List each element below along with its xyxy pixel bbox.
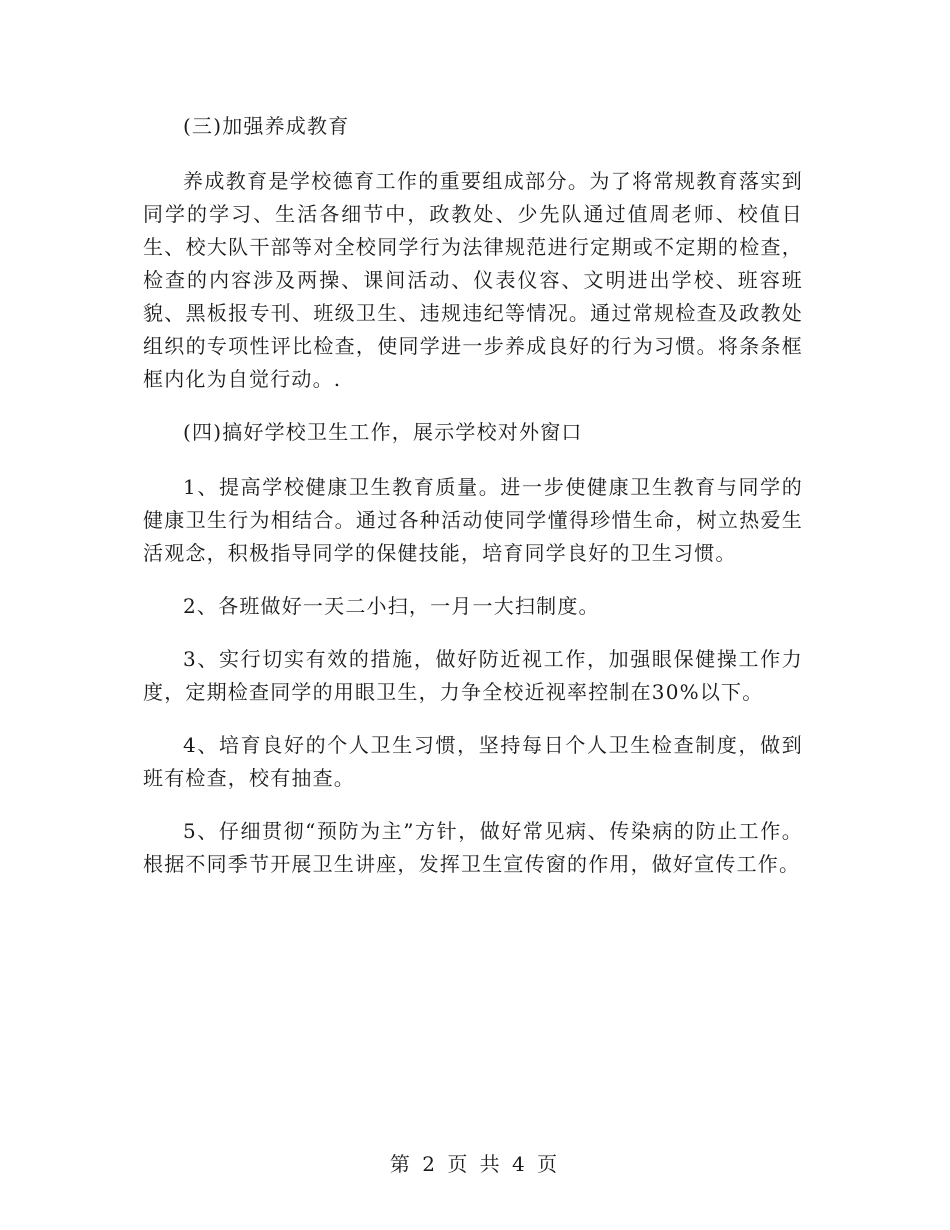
list-item-5: 5、仔细贯彻“预防为主”方针，做好常见病、传染病的防止工作。根据不同季节开展卫生讲座，发挥卫生宣传窗的作用，做好宣传工作。: [143, 819, 803, 876]
list-item-1: 1、提高学校健康卫生教育质量。进一步使健康卫生教育与同学的健康卫生行为相结合。通过各种活动使同学懂得珍惜生命，树立热爱生活观念，积极指导同学的保健技能，培育同学良好的卫生习惯。: [143, 475, 803, 565]
section-heading-3: (三)加强养成教育: [183, 114, 350, 138]
list-item-4: 4、培育良好的个人卫生习惯，坚持每日个人卫生检查制度，做到班有检查，校有抽查。: [143, 733, 803, 790]
document-body: [143, 110, 803, 901]
list-item-3: 3、实行切实有效的措施，做好防近视工作，加强眼保健操工作力度，定期检查同学的用眼卫生，力争全校近视率控制在30%以下。: [143, 647, 803, 704]
section-paragraph-3: 养成教育是学校德育工作的重要组成部分。为了将常规教育落实到同学的学习、生活各细节中，政教处、少先队通过值周老师、校值日生、校大队干部等对全校同学行为法律规范进行定期或不定期的检查，检查的内容涉及两操、课间活动、仪表仪容、文明进出学校、班容班貌、黑板报专刊、班级卫生、违规违纪等情况。通过常规检查及政教处组织的专项性评比检查，使同学进一步养成良好的行为习惯。将条条框框内化为自觉行动。.: [143, 169, 803, 391]
list-item-2: 2、各班做好一天二小扫，一月一大扫制度。: [183, 594, 600, 618]
section-heading-4: (四)搞好学校卫生工作，展示学校对外窗口: [183, 420, 583, 444]
page-number-footer: 第 2 页 共 4 页: [389, 1152, 561, 1176]
